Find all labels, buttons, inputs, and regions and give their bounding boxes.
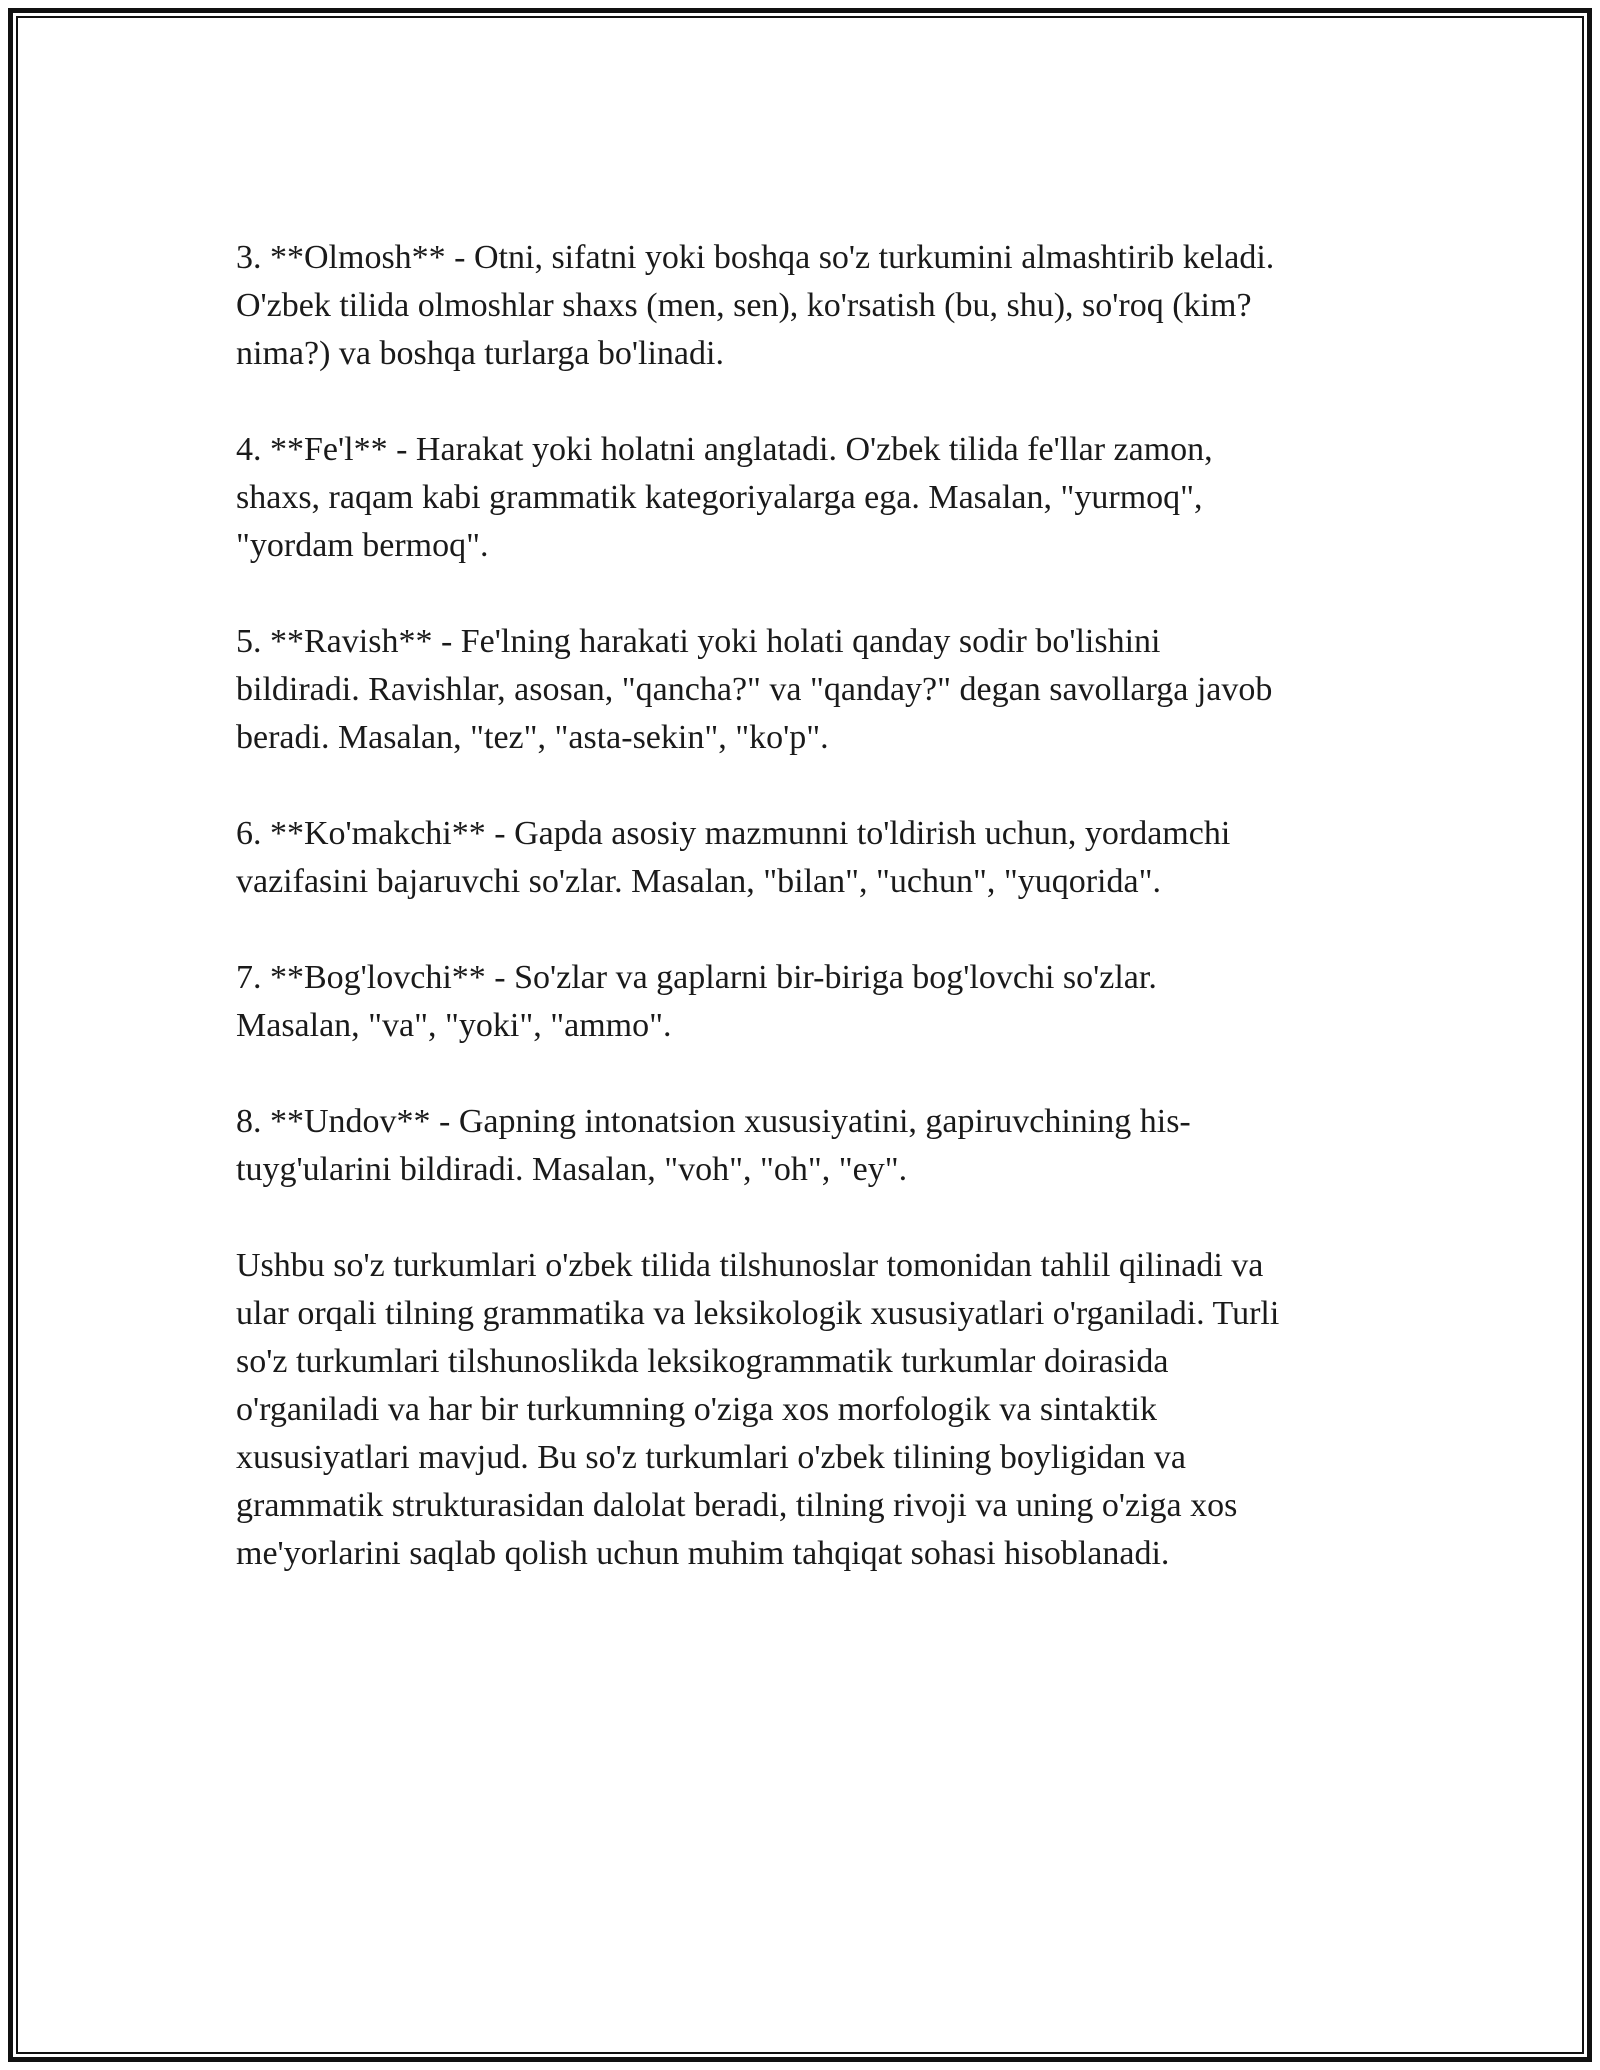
document-body (236, 234, 1386, 1578)
paragraph-ravish: 5. **Ravish** - Fe'lning harakati yoki holati qanday sodir bo'lishini bildiradi. Ravishlar, asosan, "qancha?" va "qanday?" degan savollarga javob beradi. Masalan, "tez", "asta-sekin", "ko'p". (236, 623, 1273, 756)
paragraph-undov: 8. **Undov** - Gapning intonatsion xususiyatini, gapiruvchining his- tuyg'ularini bildiradi. Masalan, "voh", "oh", "ey". (236, 1103, 1191, 1188)
paragraph-komakchi: 6. **Ko'makchi** - Gapda asosiy mazmunni to'ldirish uchun, yordamchi vazifasini bajaruvchi so'zlar. Masalan, "bilan", "uchun", "yuqorida". (236, 815, 1231, 900)
paragraph-boglovchi: 7. **Bog'lovchi** - So'zlar va gaplarni bir-biriga bog'lovchi so'zlar. Masalan, "va", "yoki", "ammo". (236, 959, 1157, 1044)
paragraph-olmosh: 3. **Olmosh** - Otni, sifatni yoki boshqa so'z turkumini almashtirib keladi. O'zbek tilida olmoshlar shaxs (men, sen), ko'rsatish (bu, shu), so'roq (kim? nima?) va boshqa turlarga bo'linadi. (236, 239, 1275, 372)
paragraph-conclusion: Ushbu so'z turkumlari o'zbek tilida tilshunoslar tomonidan tahlil qilinadi va ular orqali tilning grammatika va leksikologik xususiyatlari o'rganiladi. Turli so'z turkumlari tilshunoslikda leksikogrammatik turkumlar doirasida o'rganiladi va har bir turkumning o'ziga xos morfologik va sintaktik xususiyatlari mavjud. Bu so'z turkumlari o'zbek tilining boyligidan va grammatik strukturasidan dalolat beradi, tilning rivoji va uning o'ziga xos me'yorlarini saqlab qolish uchun muhim tahqiqat sohasi hisoblanadi. (236, 1247, 1280, 1572)
paragraph-fel: 4. **Fe'l** - Harakat yoki holatni anglatadi. O'zbek tilida fe'llar zamon, shaxs, raqam kabi grammatik kategoriyalarga ega. Masalan, "yurmoq", "yordam bermoq". (236, 431, 1213, 564)
